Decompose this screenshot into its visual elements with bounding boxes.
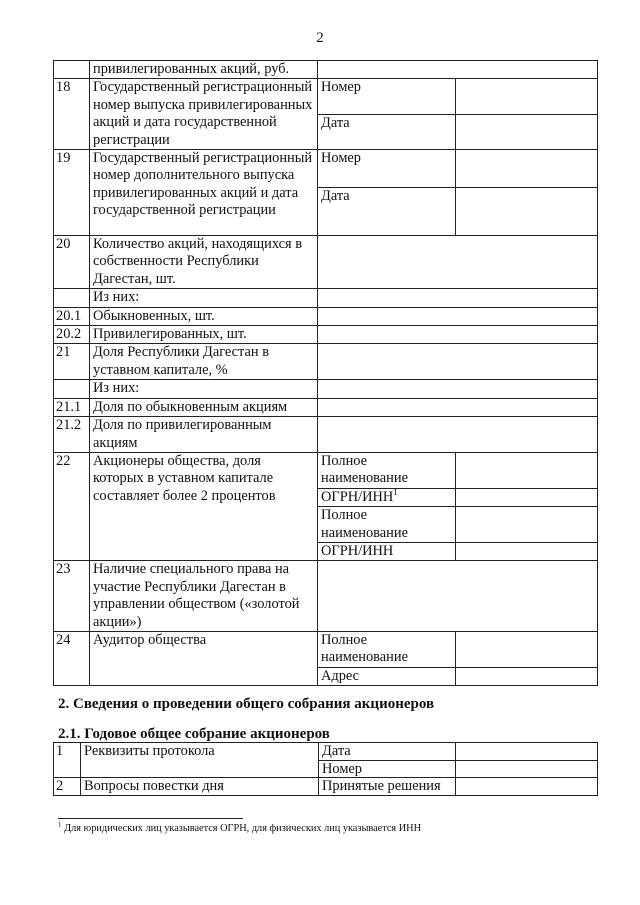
table-row [54, 380, 598, 398]
row-number: 21.1 [54, 398, 90, 416]
row-label: Обыкновенных, шт. [90, 307, 318, 325]
annual-meeting-table [53, 742, 598, 796]
row-number: 23 [54, 561, 90, 632]
value-cell [456, 778, 598, 796]
table-row [54, 326, 598, 344]
value-cell [456, 760, 598, 778]
field-label: Принятые решения [319, 778, 456, 796]
section-2-1-heading: 2.1. Годовое общее собрание акционеров [58, 726, 330, 742]
field-label-text: ОГРН/ИНН [321, 488, 394, 505]
row-number: 20 [54, 236, 90, 289]
row-label: Наличие специального права на участие Республики Дагестан в управлении обществом («золотой акции») [90, 561, 318, 632]
field-label: Номер [318, 79, 456, 114]
footnote-divider [58, 818, 243, 819]
value-cell [456, 507, 598, 543]
table-row [54, 631, 598, 667]
table-row [54, 743, 598, 761]
field-label: Номер [318, 150, 456, 188]
value-cell [318, 380, 598, 398]
value-cell [456, 743, 598, 761]
value-cell [318, 326, 598, 344]
row-number: 2 [54, 778, 81, 796]
row-label: Акционеры общества, доля которых в уставном капитале составляет более 2 процентов [90, 452, 318, 560]
table-row [54, 778, 598, 796]
table-row [54, 236, 598, 289]
value-cell [456, 667, 598, 685]
value-cell [318, 289, 598, 307]
value-cell [318, 417, 598, 453]
row-label: Доля по привилегированным акциям [90, 417, 318, 453]
row-label: Реквизиты протокола [81, 743, 319, 778]
value-cell [456, 150, 598, 188]
field-label: Полное наименование [318, 452, 456, 488]
field-label: Полное наименование [318, 507, 456, 543]
table-row [54, 79, 598, 114]
row-label: Доля Республики Дагестан в уставном капитале, % [90, 344, 318, 380]
table-row [54, 452, 598, 488]
value-cell [456, 452, 598, 488]
value-cell [318, 561, 598, 632]
table-row [54, 398, 598, 416]
row-number: 24 [54, 631, 90, 685]
value-cell [318, 344, 598, 380]
row-number: 20.2 [54, 326, 90, 344]
value-cell [456, 114, 598, 149]
footnote-mark: 1 [58, 820, 62, 829]
row-label: Привилегированных, шт. [90, 326, 318, 344]
field-label: Дата [319, 743, 456, 761]
row-number: 19 [54, 150, 90, 236]
row-number: 20.1 [54, 307, 90, 325]
field-label: ОГРН/ИНН [318, 542, 456, 560]
row-number: 18 [54, 79, 90, 150]
value-cell [318, 307, 598, 325]
row-label: Из них: [90, 380, 318, 398]
value-cell [456, 188, 598, 236]
value-cell [318, 236, 598, 289]
value-cell [456, 631, 598, 667]
field-label: Дата [318, 188, 456, 236]
footnote-text: Для юридических лиц указывается ОГРН, для физических лиц указывается ИНН [64, 823, 422, 834]
row-label: Аудитор общества [90, 631, 318, 685]
row-label: Количество акций, находящихся в собственности Республики Дагестан, шт. [90, 236, 318, 289]
field-label [318, 488, 456, 506]
footnote [58, 820, 422, 834]
table-row [54, 307, 598, 325]
row-number: 21.2 [54, 417, 90, 453]
row-label: привилегированных акций, руб. [90, 61, 318, 79]
table-row [54, 561, 598, 632]
value-cell [456, 79, 598, 114]
row-number: 21 [54, 344, 90, 380]
field-label: Номер [319, 760, 456, 778]
row-number [54, 380, 90, 398]
row-label: Государственный регистрационный номер выпуска привилегированных акций и дата государственной регистрации [90, 79, 318, 150]
table-row [54, 150, 598, 188]
footnote-mark: 1 [393, 486, 398, 497]
row-label: Из них: [90, 289, 318, 307]
value-cell [318, 398, 598, 416]
table-row [54, 289, 598, 307]
table-row [54, 61, 598, 79]
row-number: 1 [54, 743, 81, 778]
field-label: Полное наименование [318, 631, 456, 667]
row-label: Государственный регистрационный номер дополнительного выпуска привилегированных акций и дата государственной регистрации [90, 150, 318, 236]
table-row [54, 344, 598, 380]
row-label: Вопросы повестки дня [81, 778, 319, 796]
field-label: Дата [318, 114, 456, 149]
value-cell [456, 542, 598, 560]
row-number: 22 [54, 452, 90, 560]
row-number [54, 289, 90, 307]
row-label: Доля по обыкновенным акциям [90, 398, 318, 416]
table-row [54, 417, 598, 453]
value-cell [456, 488, 598, 506]
company-info-table [53, 60, 598, 686]
page-number: 2 [316, 30, 324, 46]
value-cell [318, 61, 598, 79]
row-number [54, 61, 90, 79]
field-label: Адрес [318, 667, 456, 685]
section-2-heading: 2. Сведения о проведении общего собрания акционеров [58, 696, 435, 712]
